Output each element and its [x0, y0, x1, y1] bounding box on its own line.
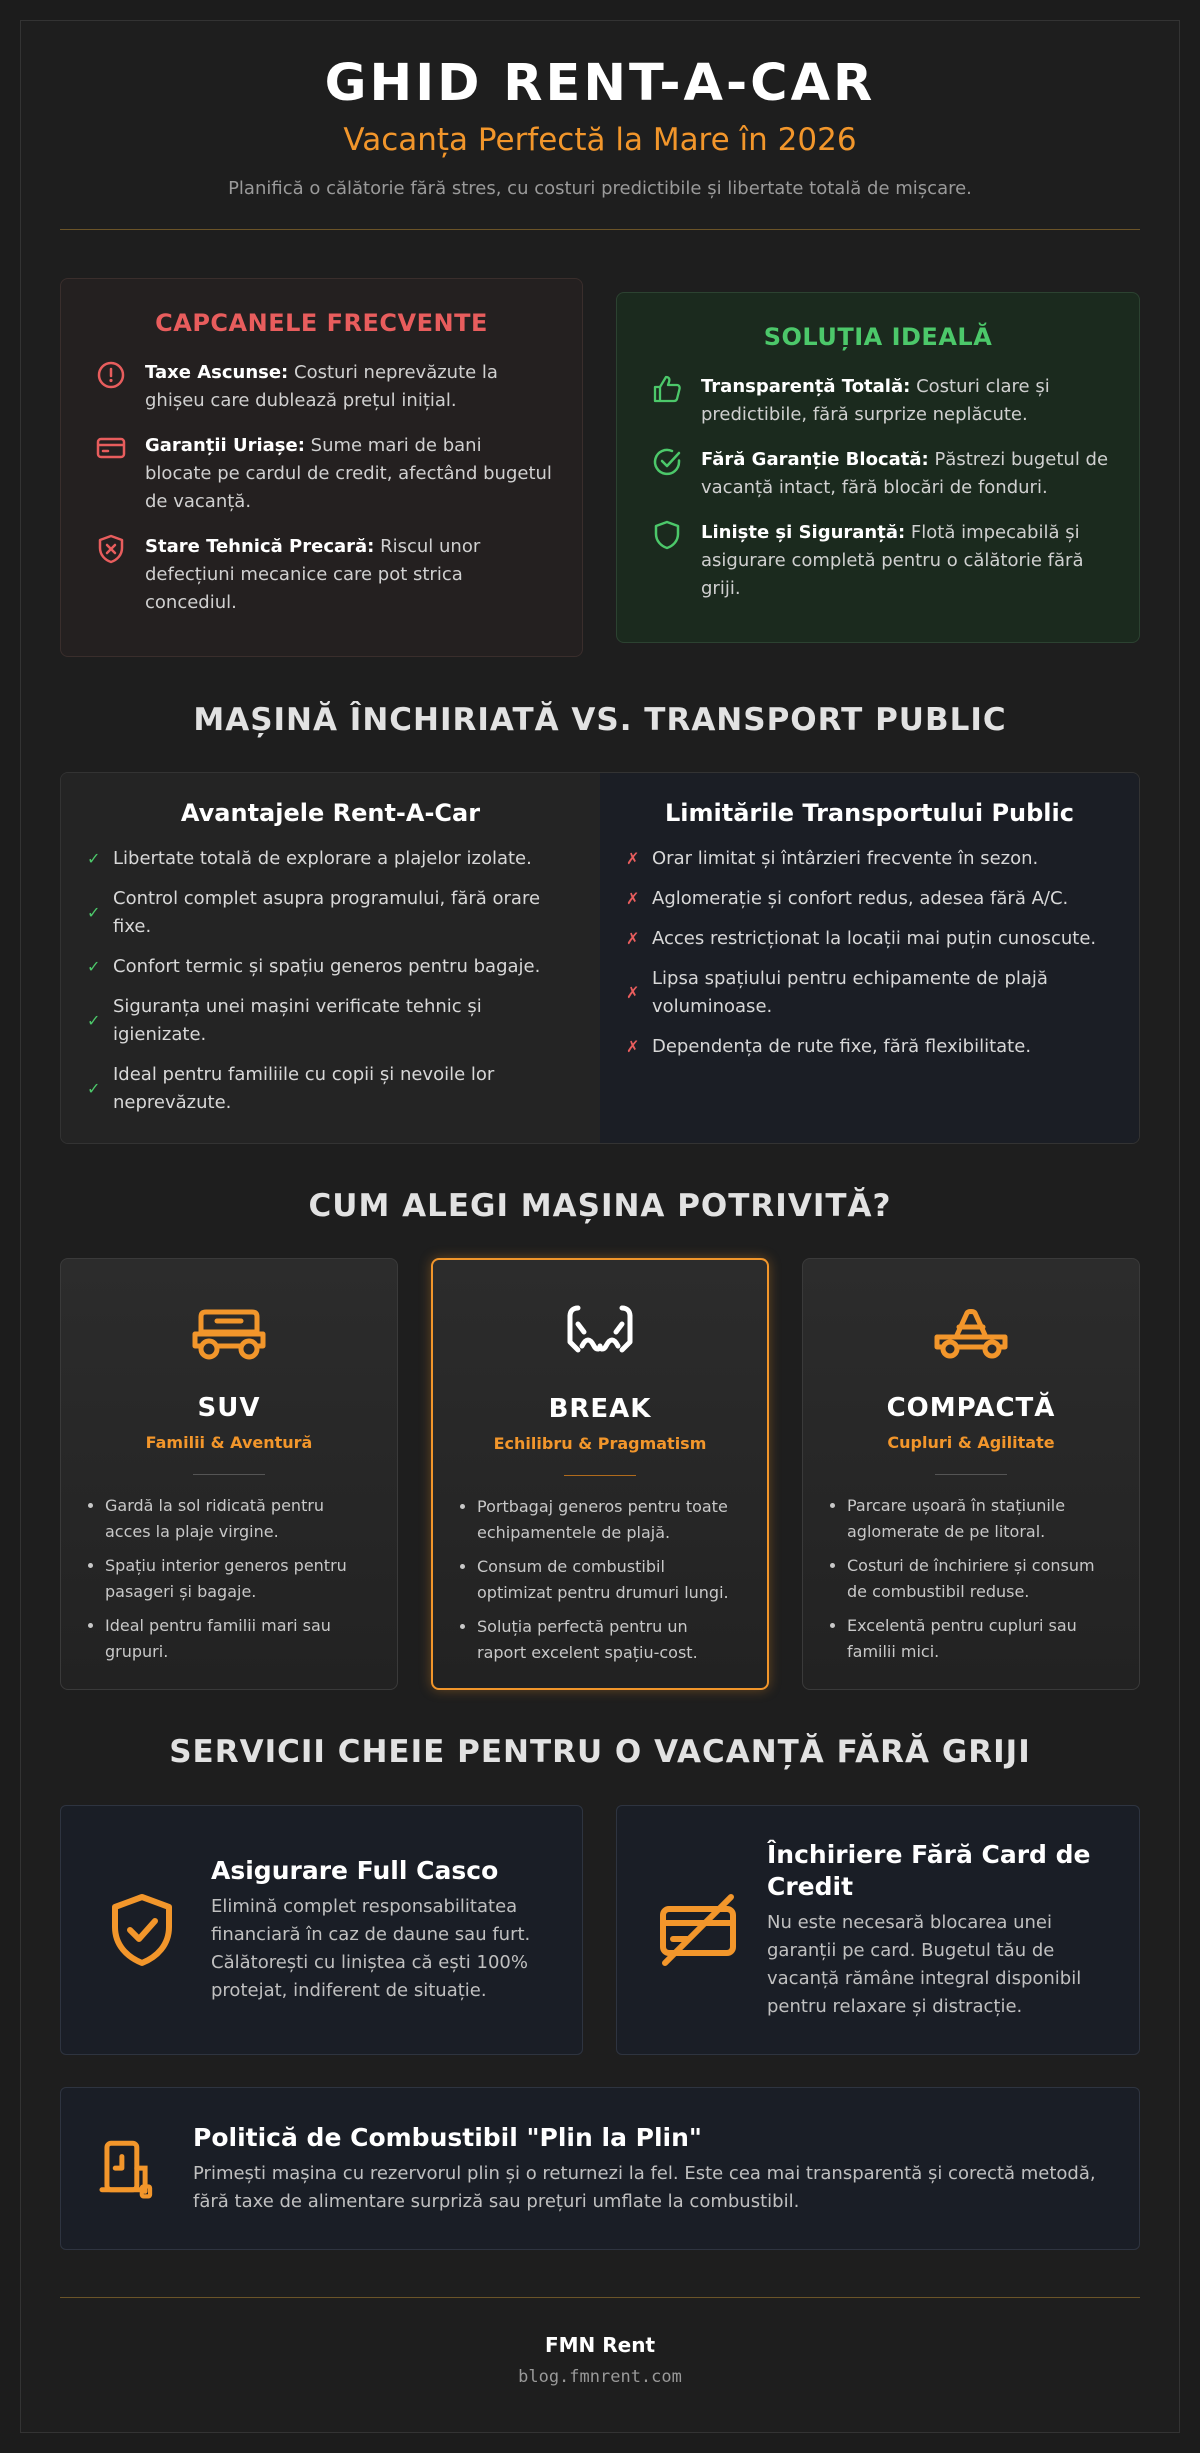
shield-check-icon — [101, 1889, 183, 1971]
list-item — [87, 1061, 574, 1117]
credit-card-icon — [95, 432, 127, 464]
footer — [60, 2333, 1140, 2387]
page-tagline: Planifică o călătorie fără stres, cu costuri predictibile și libertate totală de mișcare. — [228, 178, 972, 199]
service-body — [193, 2122, 1109, 2216]
check-mark-icon: ✓ — [87, 1011, 101, 1030]
pitfall-label: Garanții Uriașe: — [145, 435, 305, 456]
shield-icon — [651, 519, 683, 551]
page-title: GHID RENT-A-CAR — [324, 54, 876, 113]
list-item: • Consum de combustibil optimizat pentru drumuri lungi. — [477, 1554, 739, 1606]
list-item: • Gardă la sol ridicată pentru acces la plaje virgine. — [105, 1493, 369, 1545]
list-item: • Ideal pentru familii mari sau grupuri. — [105, 1613, 369, 1665]
solution-text: Costuri clare și predictibile, fără surprize neplăcute. — [701, 376, 1050, 425]
list-item-text: Dependența de rute fixe, fără flexibilitate. — [652, 1036, 1032, 1057]
comparison-left-title: Avantajele Rent-A-Car — [180, 799, 481, 827]
solution-item — [647, 446, 1109, 502]
list-item-text: Aglomerație și confort redus, adesea fără A/C. — [652, 888, 1069, 909]
solution-title: SOLUȚIA IDEALĂ — [763, 323, 993, 351]
list-item-text: Acces restricționat la locații mai puțin cunoscute. — [652, 928, 1097, 949]
list-item — [626, 1033, 1113, 1061]
car-card-suv — [60, 1258, 398, 1690]
car-card-compact — [802, 1258, 1140, 1690]
card-off-icon — [657, 1889, 739, 1971]
list-item — [626, 925, 1113, 953]
list-item: • Soluția perfectă pentru un raport excelent spațiu-cost. — [477, 1614, 739, 1666]
check-mark-icon: ✓ — [87, 903, 101, 922]
solution-item — [647, 519, 1109, 603]
list-item: • Portbagaj generos pentru toate echipamentele de plajă. — [477, 1494, 739, 1546]
check-mark-icon: ✓ — [87, 1079, 101, 1098]
pitfall-label: Taxe Ascunse: — [145, 362, 289, 383]
solution-label: Liniște și Siguranță: — [701, 522, 906, 543]
fuel-pump-icon — [97, 2135, 165, 2203]
header — [60, 54, 1140, 199]
service-text: Elimină complet responsabilitatea financiară în caz de daune sau furt. Călătorești cu liniștea că ești 100% protejat, indiferent de situație. — [211, 1896, 531, 2001]
service-title: Închiriere Fără Card de Credit — [767, 1840, 1091, 1901]
cross-mark-icon: ✗ — [626, 889, 640, 908]
check-mark-icon: ✓ — [87, 849, 101, 868]
list-item — [87, 885, 574, 941]
list-item — [626, 965, 1113, 1021]
services-title: SERVICII CHEIE PENTRU O VACANȚĂ FĂRĂ GRIJI — [169, 1734, 1031, 1770]
service-card-fuel-policy — [60, 2087, 1140, 2250]
solution-label: Transparență Totală: — [701, 376, 911, 397]
car-card-subtitle: Echilibru & Pragmatism — [493, 1434, 707, 1453]
comparison-left — [61, 773, 600, 1143]
car-card-list — [803, 1493, 1139, 1665]
car-card-name: BREAK — [548, 1394, 652, 1424]
service-body — [211, 1855, 552, 2005]
divider — [564, 1475, 636, 1476]
list-item-text: Siguranța unei mașini verificate tehnic și igienizate. — [113, 996, 482, 1045]
check-circle-icon — [651, 446, 683, 478]
comparison-table — [60, 772, 1140, 1144]
cross-mark-icon: ✗ — [626, 1037, 640, 1056]
list-item: • Costuri de închiriere și consum de combustibil reduse. — [847, 1553, 1111, 1605]
suv-car-icon — [189, 1301, 269, 1371]
pitfall-item — [91, 359, 552, 415]
comparison-right-title: Limitările Transportului Public — [665, 799, 1074, 827]
divider — [935, 1474, 1007, 1475]
compact-car-icon — [931, 1301, 1011, 1371]
car-card-list — [61, 1493, 397, 1665]
list-item — [87, 953, 574, 981]
solution-panel — [616, 292, 1140, 643]
cross-mark-icon: ✗ — [626, 929, 640, 948]
service-title: Politică de Combustibil "Plin la Plin" — [193, 2122, 702, 2152]
list-item-text: Libertate totală de explorare a plajelor izolate. — [113, 848, 532, 869]
list-item-text: Control complet asupra programului, fără orare fixe. — [113, 888, 541, 937]
wagon-car-icon — [560, 1302, 640, 1372]
thumbs-up-icon — [651, 373, 683, 405]
service-body — [767, 1839, 1109, 2021]
alert-circle-icon — [95, 359, 127, 391]
footer-brand: FMN Rent — [544, 2333, 656, 2357]
list-item-text: Ideal pentru familiile cu copii și nevoile lor neprevăzute. — [113, 1064, 495, 1113]
shield-x-icon — [95, 533, 127, 565]
service-card-no-credit-card — [616, 1805, 1140, 2055]
choose-title: CUM ALEGI MAȘINA POTRIVITĂ? — [308, 1188, 892, 1224]
divider — [60, 2297, 1140, 2298]
solution-label: Fără Garanție Blocată: — [701, 449, 929, 470]
comparison-right — [600, 773, 1139, 1143]
divider — [193, 1474, 265, 1475]
pitfall-text: Riscul unor defecțiuni mecanice care pot strica concediul. — [145, 536, 481, 613]
car-card-name: COMPACTĂ — [886, 1393, 1056, 1423]
list-item — [87, 993, 574, 1049]
solution-item — [647, 373, 1109, 429]
pitfall-label: Stare Tehnică Precară: — [145, 536, 375, 557]
page-subtitle: Vacanța Perfectă la Mare în 2026 — [343, 122, 857, 158]
solution-text: Flotă impecabilă și asigurare completă pentru o călătorie fără griji. — [701, 522, 1084, 599]
service-title: Asigurare Full Casco — [211, 1856, 499, 1885]
divider — [60, 229, 1140, 230]
pitfall-item — [91, 533, 552, 617]
pitfall-text: Costuri neprevăzute la ghișeu care dublează prețul inițial. — [145, 362, 498, 411]
list-item: • Excelentă pentru cupluri sau familii mici. — [847, 1613, 1111, 1665]
pitfalls-panel — [60, 278, 583, 657]
list-item: • Spațiu interior generos pentru pasageri și bagaje. — [105, 1553, 369, 1605]
cross-mark-icon: ✗ — [626, 983, 640, 1002]
list-item-text: Orar limitat și întârzieri frecvente în sezon. — [652, 848, 1039, 869]
list-item — [626, 885, 1113, 913]
pitfall-item — [91, 432, 552, 516]
pitfalls-title: CAPCANELE FRECVENTE — [155, 309, 488, 337]
car-card-name: SUV — [197, 1393, 261, 1423]
car-card-break — [431, 1258, 769, 1690]
list-item — [626, 845, 1113, 873]
list-item: • Parcare ușoară în stațiunile aglomerate de pe litoral. — [847, 1493, 1111, 1545]
cross-mark-icon: ✗ — [626, 849, 640, 868]
list-item-text: Confort termic și spațiu generos pentru bagaje. — [113, 956, 541, 977]
check-mark-icon: ✓ — [87, 957, 101, 976]
comparison-title: MAȘINĂ ÎNCHIRIATĂ VS. TRANSPORT PUBLIC — [193, 702, 1007, 738]
service-text: Primești mașina cu rezervorul plin și o returnezi la fel. Este cea mai transparentă și corectă metodă, fără taxe de alimentare surpriză sau prețuri umflate la combustibil. — [193, 2162, 1096, 2212]
solution-text: Păstrezi bugetul de vacanță intact, fără blocări de fonduri. — [701, 449, 1109, 498]
service-text: Nu este necesară blocarea unei garanții pe card. Bugetul tău de vacanță rămâne integral disponibil pentru relaxare și distracție. — [767, 1912, 1082, 2017]
car-card-subtitle: Familii & Aventură — [145, 1433, 313, 1452]
list-item-text: Lipsa spațiului pentru echipamente de plajă voluminoase. — [652, 968, 1048, 1017]
pitfall-text: Sume mari de bani blocate pe cardul de credit, afectând bugetul de vacanță. — [145, 435, 552, 512]
car-card-subtitle: Cupluri & Agilitate — [887, 1433, 1055, 1452]
car-card-list — [433, 1494, 767, 1666]
footer-url[interactable]: blog.fmnrent.com — [518, 2367, 682, 2387]
list-item — [87, 845, 574, 873]
service-card-insurance — [60, 1805, 583, 2055]
